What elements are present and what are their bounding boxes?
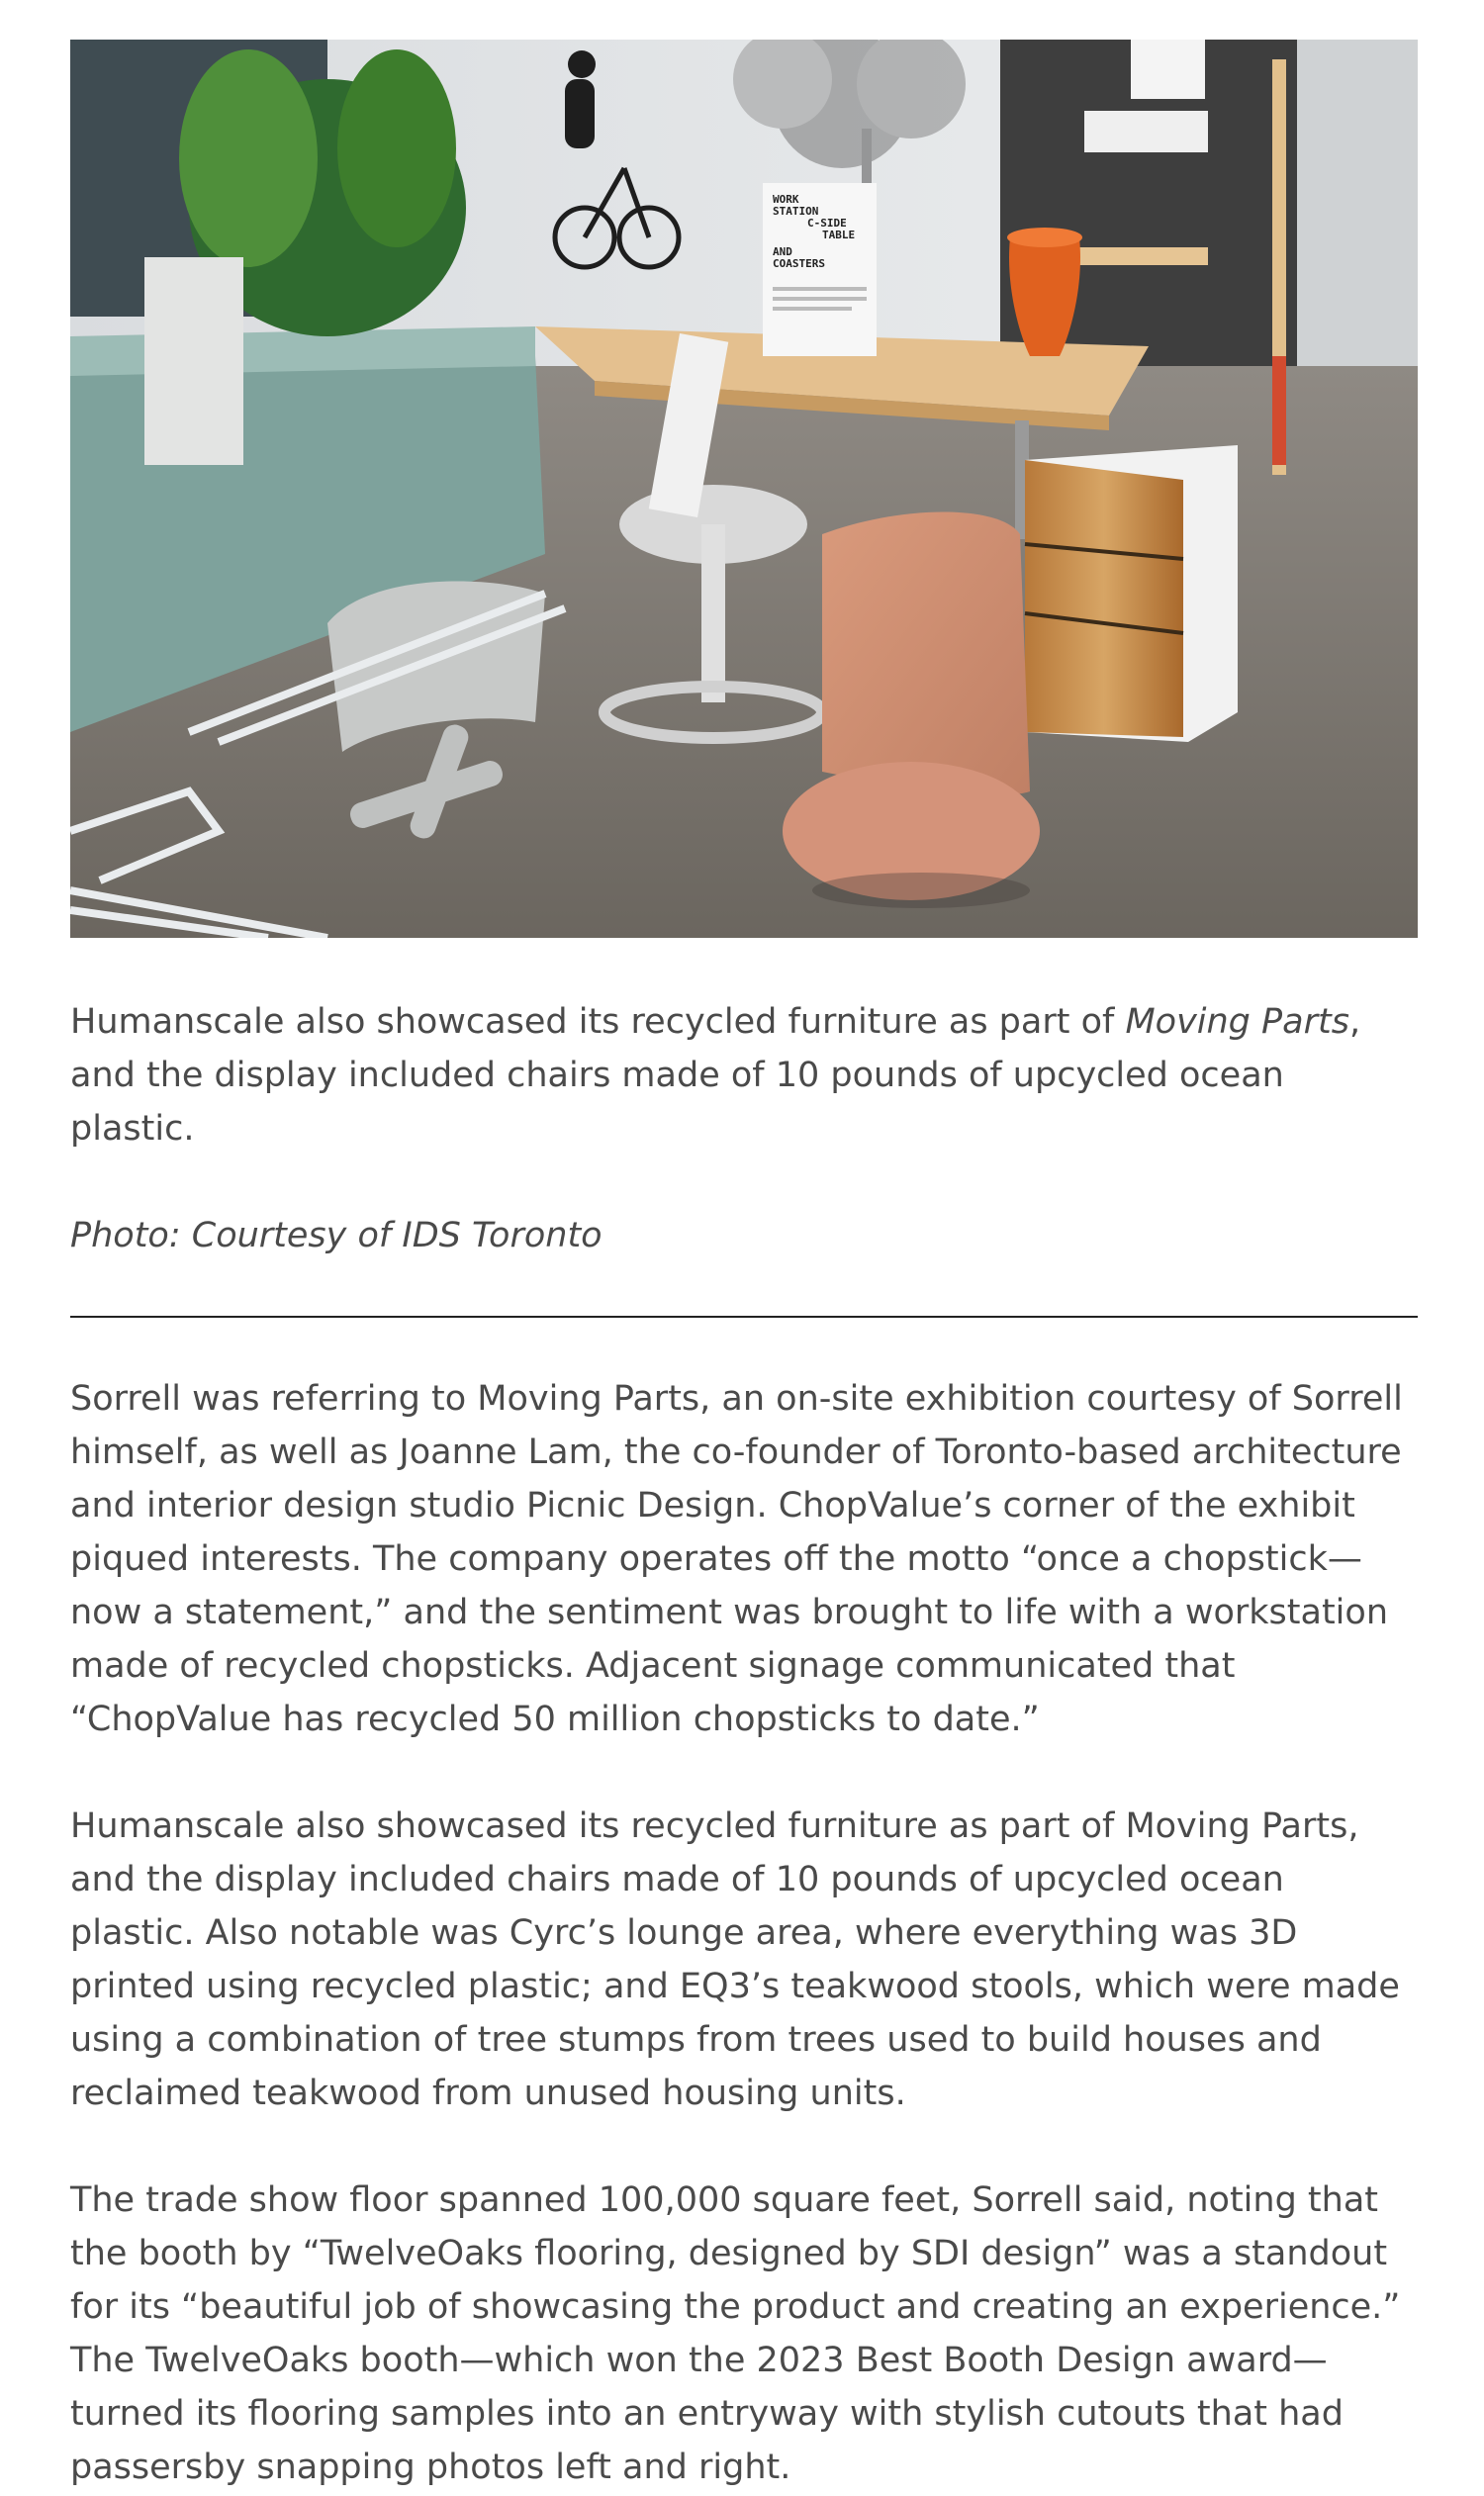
article: [70, 40, 1418, 2494]
svg-text:STATION: STATION: [773, 205, 819, 218]
body-paragraph: Sorrell was referring to Moving Parts, an on-site exhibition courtesy of Sorrell himself, as well as Joanne Lam, the co-founder of Toronto-based architecture and interior design studio Picnic Design. ChopValue’s corner of the exhibit piqued interests. The company operates off the motto “once a chopstick—now a statement,” and the sentiment was brought to life with a workstation made of recycled chopsticks. Adjacent signage communicated that “ChopValue has recycled 50 million chopsticks to date.”: [70, 1379, 1403, 1739]
svg-text:C-SIDE: C-SIDE: [807, 217, 847, 230]
svg-text:COASTERS: COASTERS: [773, 257, 825, 270]
svg-text:WORK: WORK: [773, 193, 799, 206]
exhibit-photo: [70, 40, 1418, 938]
svg-text:TABLE: TABLE: [822, 229, 856, 241]
info-sign: [763, 183, 877, 356]
section-divider: [70, 1316, 1418, 1318]
photo-caption: [70, 995, 1418, 1156]
body-paragraph: Humanscale also showcased its recycled furniture as part of Moving Parts, and the display included chairs made of 10 pounds of upcycled ocean plastic. Also notable was Cyrc’s lounge area, where everything was 3D printed using recycled plastic; and EQ3’s teakwood stools, which were made using a combination of tree stumps from trees used to build houses and reclaimed teakwood from unused housing units.: [70, 1806, 1400, 2113]
caption-text-end: , and the display included chairs made of 10 pounds of upcycled ocean plastic.: [70, 1002, 1361, 1149]
body-paragraph: The trade show floor spanned 100,000 square feet, Sorrell said, noting that the booth by “TwelveOaks flooring, designed by SDI design” was a standout for its “beautiful job of showcasing the product and creating an experience.” The TwelveOaks booth—which won the 2023 Best Booth Design award—turned its flooring samples into an entryway with stylish cutouts that had passersby snapping photos left and right.: [70, 2180, 1401, 2487]
filing-cabinet: [1025, 445, 1238, 742]
caption-text: Humanscale also showcased its recycled furniture as part of: [70, 1002, 1126, 1042]
photo-credit: Photo: Courtesy of IDS Toronto: [70, 1216, 603, 1255]
svg-text:AND: AND: [773, 245, 792, 258]
caption-italic-title: Moving Parts: [1125, 1002, 1349, 1042]
